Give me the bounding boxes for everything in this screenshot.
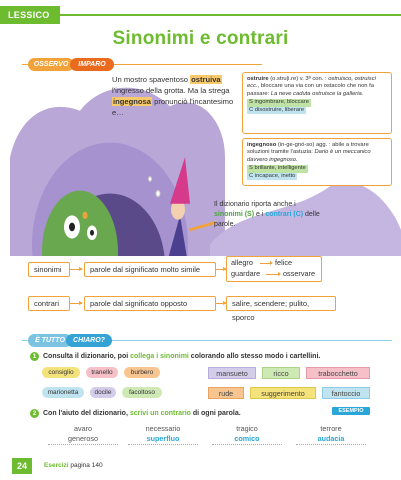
example-word: felice: [275, 258, 293, 267]
definition-contrari: parole dal significato opposto: [84, 296, 216, 311]
label-sinonimi: sinonimi: [28, 262, 70, 277]
word-chip[interactable]: burbero: [124, 367, 160, 378]
word-card[interactable]: trabocchetto: [306, 367, 370, 379]
label-contrari: contrari: [28, 296, 70, 311]
section-tab: LESSICO: [0, 6, 60, 24]
word-card[interactable]: fantoccio: [322, 387, 370, 399]
chiaro-badge: CHIARO?: [66, 334, 112, 347]
highlight-word: ostruiva: [191, 75, 221, 84]
exercise-reference: Esercizi pagina 140: [44, 462, 103, 469]
dictionary-entry: ingegnoso (in-ge-gnó-so) agg. : abile a trovare soluzioni tramite l'astuzia: Dario è un meccanico davvero ingegnoso. S brillante, intelligente C incapace, inetto: [242, 138, 392, 186]
example-badge: ESEMPIO: [332, 407, 370, 415]
highlight-word: ingegnosa: [113, 97, 151, 106]
exercise-instruction: Consulta il dizionario, poi collega i sinonimi colorando allo stesso modo i cartellini.: [43, 353, 321, 360]
arrow-icon: [266, 274, 280, 275]
story-text: Un mostro spaventoso ostruiva l'ingresso della grotta. Ma la strega ingegnosa pronunciò l'incantesimo e…: [112, 75, 234, 117]
prompt-word: terrore: [320, 424, 342, 433]
answer-field[interactable]: generoso: [48, 434, 118, 445]
page-number: 24: [12, 458, 32, 474]
arrow-icon: [216, 269, 226, 270]
answer-field[interactable]: superfluo: [128, 434, 198, 445]
exercise-instruction: Con l'aiuto del dizionario, scrivi un contrario di ogni parola.: [43, 410, 241, 417]
word-chip[interactable]: consiglio: [42, 367, 80, 378]
arrow-icon: [70, 269, 82, 270]
example-word: allegro: [231, 258, 253, 267]
header-rule: [60, 14, 401, 16]
example-word: guardare: [231, 269, 261, 278]
page-title: Sinonimi e contrari: [112, 28, 289, 49]
examples-contrari: salire, scendere; pulito, sporco: [226, 296, 336, 311]
word-card[interactable]: suggerimento: [250, 387, 316, 399]
synonym-tag: S brillante, intelligente: [249, 165, 306, 172]
arrow-icon: [216, 303, 226, 304]
word-chip[interactable]: facoltoso: [122, 387, 162, 398]
arrow-icon: [260, 263, 272, 264]
exercise-number: 1: [30, 352, 39, 361]
dictionary-note: Il dizionario riporta anche i sinonimi (S) e i contrari (C) delle parole.: [214, 201, 320, 228]
word-chip[interactable]: tranello: [86, 367, 118, 378]
dictionary-entry: ostruire (o.stru|i.re) v. 3ª con. : ostruisco, ostruisci ecc., bloccare una via con un ostacolo che non fa passare: La neve caduta ostruisce la galleria. S ingombrare, bloccare C disostruire, liberare: [242, 72, 392, 134]
imparo-badge: IMPARO: [70, 58, 114, 71]
prompt-word: necessario: [145, 424, 181, 433]
arrow-icon: [70, 303, 82, 304]
prompt-word: tragico: [236, 424, 258, 433]
osservo-badge: OSSERVO: [28, 58, 74, 71]
word-card[interactable]: mansueto: [208, 367, 256, 379]
etc-badge: È TUTTO: [28, 334, 72, 347]
antonym-tag: C disostruire, liberare: [249, 106, 305, 113]
word-chip[interactable]: marionetta: [42, 387, 84, 398]
word-card[interactable]: rude: [208, 387, 244, 399]
prompt-word: avaro: [74, 424, 92, 433]
antonym-tag: C incapace, inetto: [249, 172, 296, 179]
exercise-number: 2: [30, 409, 39, 418]
word-chip[interactable]: docile: [90, 387, 116, 398]
example-word: osservare: [283, 269, 316, 278]
answer-field[interactable]: comico: [212, 434, 282, 445]
answer-field[interactable]: audacia: [296, 434, 366, 445]
word-card[interactable]: ricco: [262, 367, 300, 379]
definition-sinonimi: parole dal significato molto simile: [84, 262, 216, 277]
synonym-tag: S ingombrare, bloccare: [249, 99, 309, 106]
